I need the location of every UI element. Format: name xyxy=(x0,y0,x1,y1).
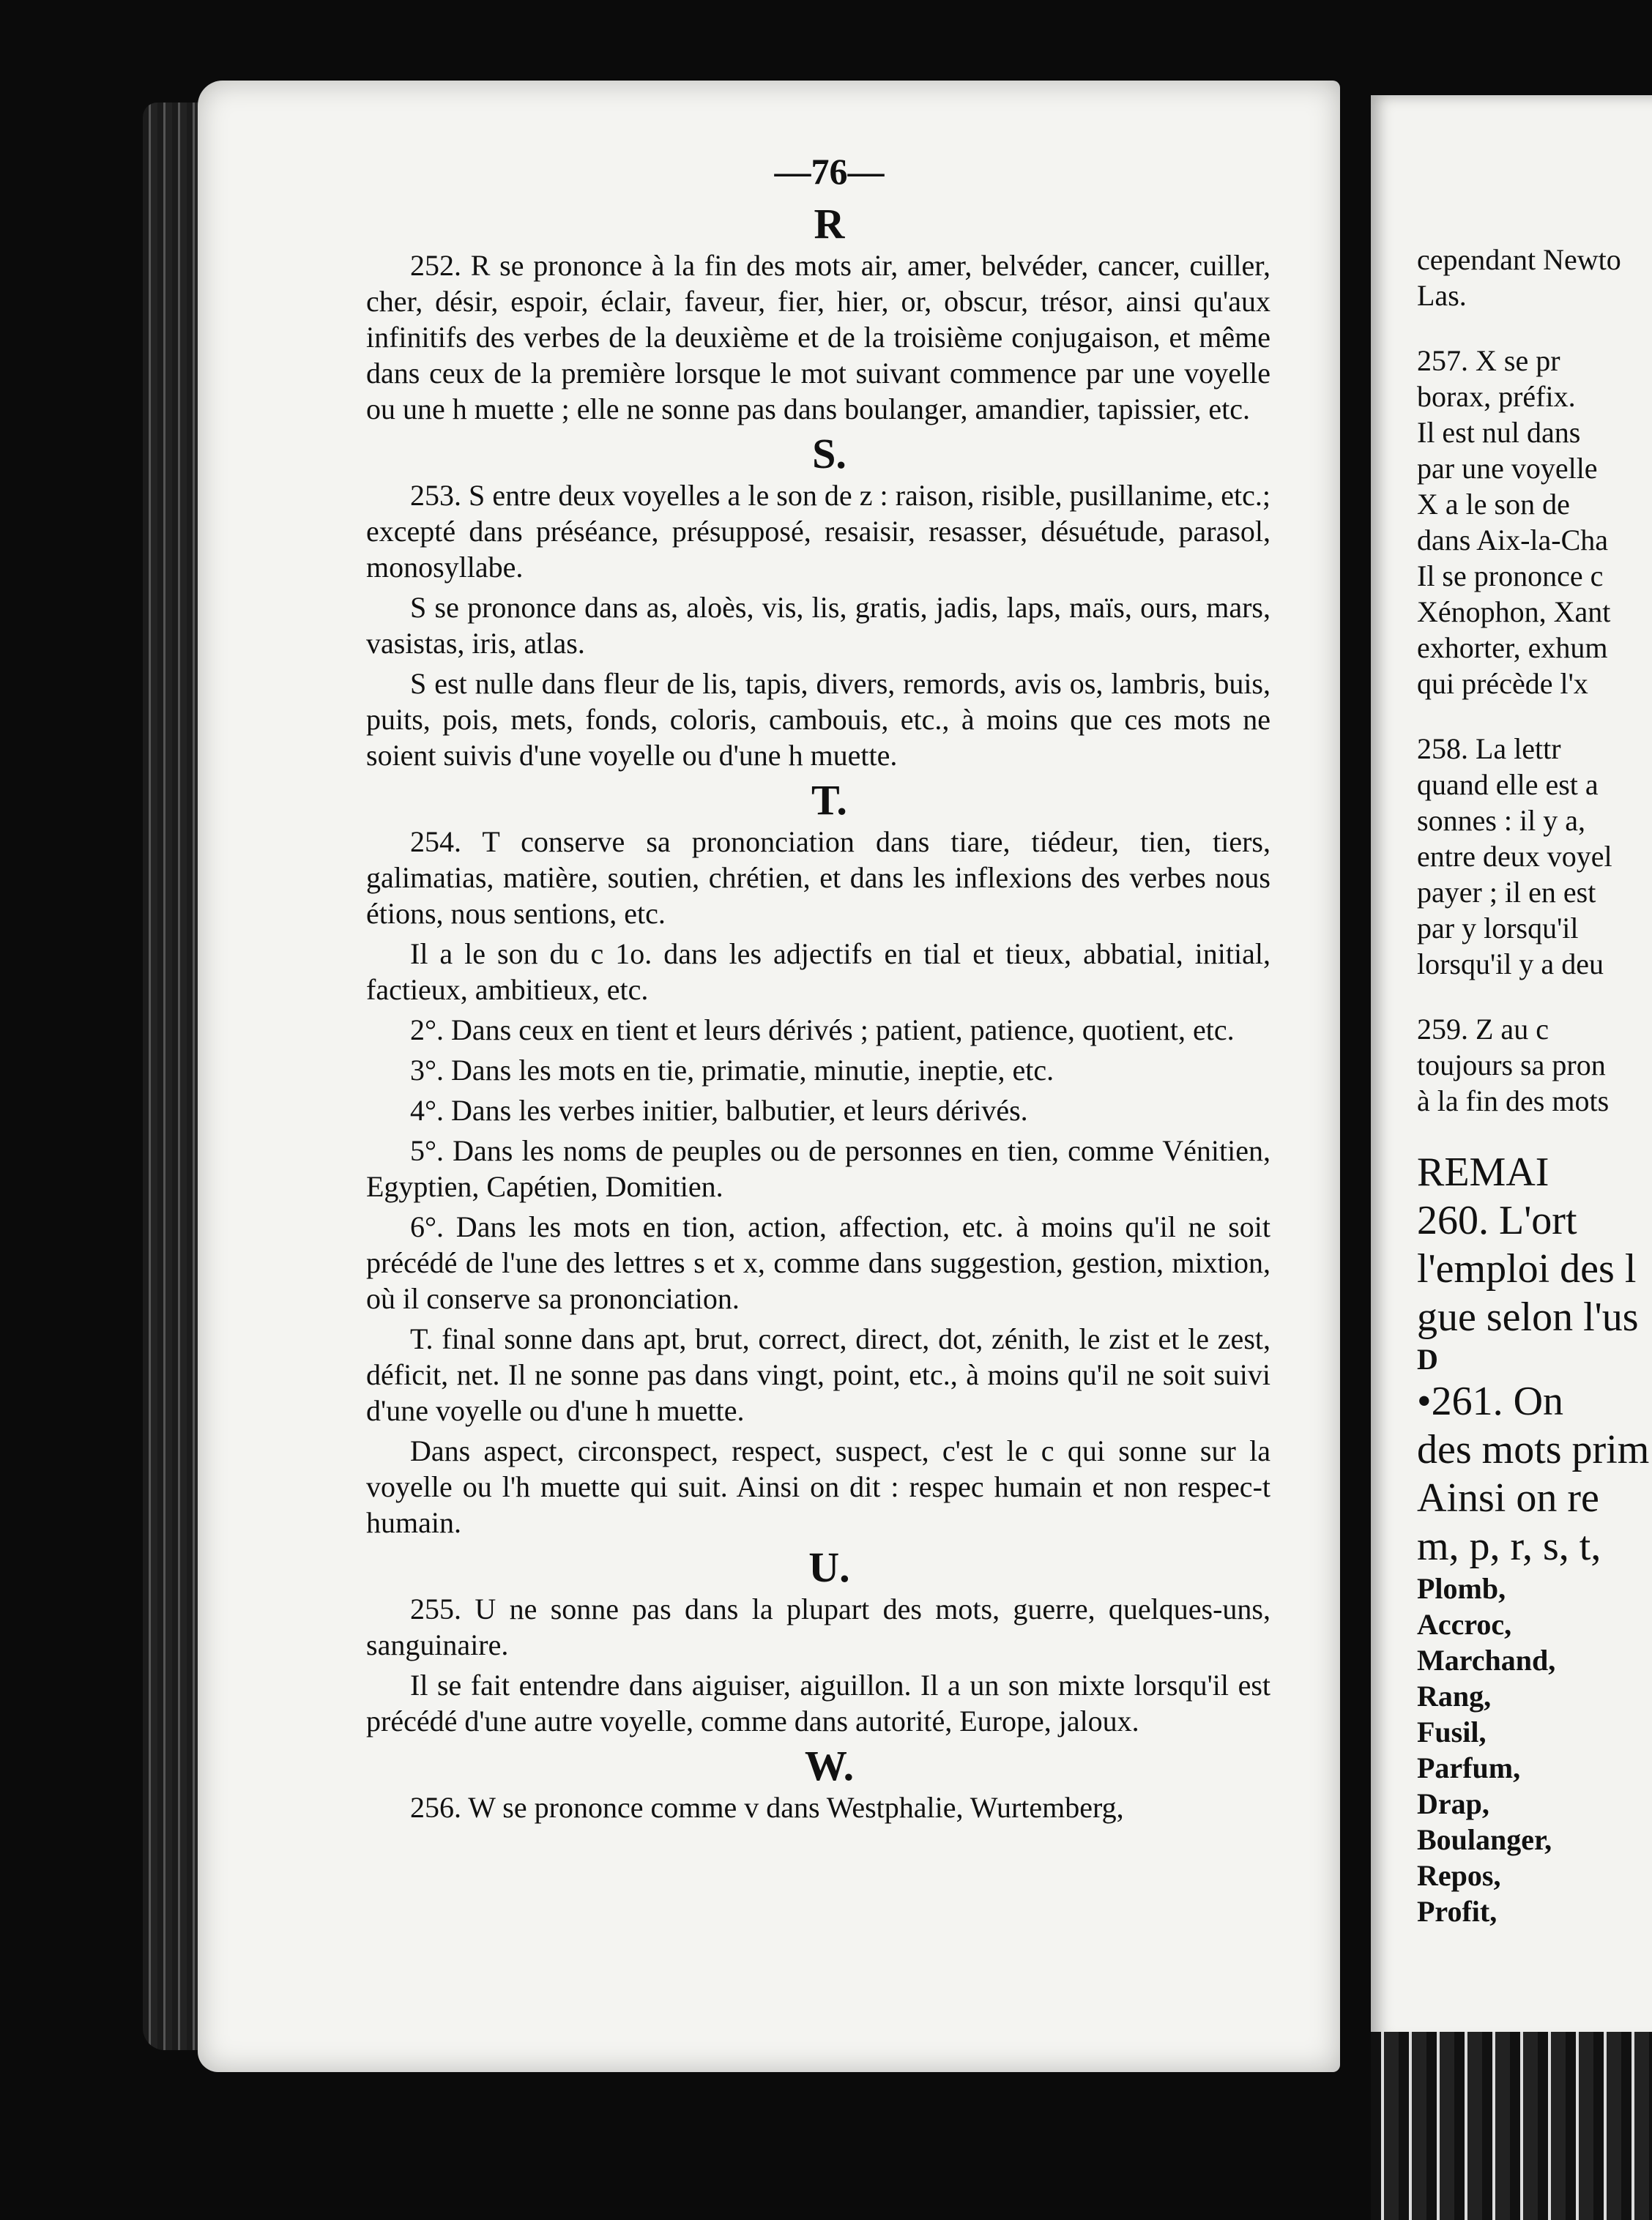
facing-line: borax, préfix. xyxy=(1417,380,1576,413)
paragraph-254-b: Il a le son du c 1o. dans les adjectifs en tial et tieux, abbatial, initial, factieux, ambitieux, etc. xyxy=(366,937,1270,1006)
facing-line: 257. X se pr xyxy=(1417,344,1560,377)
facing-line: dans Aix-la-Cha xyxy=(1417,524,1609,556)
facing-line: •261. On xyxy=(1417,1379,1564,1424)
facing-line: entre deux voyel xyxy=(1417,840,1612,873)
facing-line: Xénophon, Xant xyxy=(1417,595,1611,628)
facing-line: toujours sa pron xyxy=(1417,1048,1606,1081)
section-heading-s: S. xyxy=(812,430,847,477)
paragraph-253: 253. S entre deux voyelles a le son de z : raison, risible, pusillanime, etc.; excepté dans préséance, présupposé, resaisir, resasser, désuétude, parasol, monosyllabe. xyxy=(366,479,1270,584)
facing-line: 259. Z au c xyxy=(1417,1013,1549,1046)
facing-word-list-item: Fusil, xyxy=(1417,1716,1487,1748)
paragraph-253-b: S se prononce dans as, aloès, vis, lis, gratis, jadis, laps, maïs, ours, mars, vasistas, iris, atlas. xyxy=(366,591,1270,660)
facing-heading: REMAI xyxy=(1417,1150,1549,1195)
facing-line: 260. L'ort xyxy=(1417,1198,1577,1243)
facing-word-list-item: Drap, xyxy=(1417,1787,1489,1820)
facing-line: Il se prononce c xyxy=(1417,559,1604,592)
section-heading-r: R xyxy=(814,200,845,247)
paragraph-256: 256. W se prononce comme v dans Westphalie, Wurtemberg, xyxy=(410,1791,1124,1824)
paragraph-254-e: 4°. Dans les verbes initier, balbutier, et leurs dérivés. xyxy=(410,1094,1028,1127)
facing-word-list-item: Marchand, xyxy=(1417,1644,1556,1677)
facing-line: exhorter, exhum xyxy=(1417,631,1608,664)
facing-line: X a le son de xyxy=(1417,488,1570,521)
paragraph-255: 255. U ne sonne pas dans la plupart des mots, guerre, quelques-uns, sanguinaire. xyxy=(366,1593,1270,1661)
facing-line: m, p, r, s, t, xyxy=(1417,1524,1601,1569)
left-page-text xyxy=(366,151,1270,1834)
facing-line: payer ; il en est xyxy=(1417,876,1596,909)
facing-line: quand elle est a xyxy=(1417,768,1599,801)
paragraph-254-h: T. final sonne dans apt, brut, correct, direct, dot, zénith, le zist et le zest, déficit, net. Il ne sonne pas dans vingt, point, etc., à moins qu'il ne soit suivi d'une voyelle ou d'une h muette. xyxy=(366,1322,1270,1427)
paragraph-254-g: 6°. Dans les mots en tion, action, affection, etc. à moins qu'il ne soit précédé de l'une des lettres s et x, comme dans suggestion, gestion, mixtion, où il conserve sa prononciation. xyxy=(366,1210,1270,1315)
paragraph-254-f: 5°. Dans les noms de peuples ou de personnes en tien, comme Vénitien, Egyptien, Capétien, Domitien. xyxy=(366,1134,1270,1203)
facing-word-list-item: Parfum, xyxy=(1417,1751,1521,1784)
page-number: —76— xyxy=(774,151,885,192)
facing-line: à la fin des mots xyxy=(1417,1084,1610,1117)
paragraph-253-c: S est nulle dans fleur de lis, tapis, divers, remords, avis os, lambris, buis, puits, pois, mets, fonds, coloris, cambouis, etc., à moins que ces mots ne soient suivis d'une voyelle ou d'une h muette. xyxy=(366,667,1270,772)
facing-line: des mots prim xyxy=(1417,1427,1650,1472)
facing-word-list-item: Accroc, xyxy=(1417,1608,1512,1641)
facing-line: lorsqu'il y a deu xyxy=(1417,947,1604,980)
facing-line: par une voyelle xyxy=(1417,452,1598,485)
section-heading-u: U. xyxy=(808,1543,850,1591)
paragraph-254-c: 2°. Dans ceux en tient et leurs dérivés ; patient, patience, quotient, etc. xyxy=(410,1013,1235,1046)
facing-line: Il est nul dans xyxy=(1417,416,1581,449)
paragraph-254-i: Dans aspect, circonspect, respect, suspect, c'est le c qui sonne sur la voyelle ou l'h muette qui suit. Ainsi on dit : respec humain et non respec-t humain. xyxy=(366,1434,1270,1539)
page-edges-bottom-right xyxy=(1371,2032,1652,2220)
paragraph-254: 254. T conserve sa prononciation dans tiare, tiédeur, tien, tiers, galimatias, matière, soutien, chrétien, et dans les inflexions des verbes nous étions, nous sentions, etc. xyxy=(366,825,1270,930)
facing-subheading: D xyxy=(1417,1343,1438,1376)
section-heading-w: W. xyxy=(804,1742,855,1789)
facing-word-list-item: Profit, xyxy=(1417,1895,1497,1928)
facing-line: Las. xyxy=(1417,279,1467,312)
paragraph-255-b: Il se fait entendre dans aiguiser, aiguillon. Il a un son mixte lorsqu'il est précédé d'une autre voyelle, comme dans autorité, Europe, jaloux. xyxy=(366,1669,1270,1737)
section-heading-t: T. xyxy=(811,776,847,824)
facing-line: cependant Newto xyxy=(1417,243,1621,276)
facing-line: l'emploi des l xyxy=(1417,1246,1637,1292)
facing-word-list-item: Rang, xyxy=(1417,1680,1492,1713)
facing-word-list-item: Boulanger, xyxy=(1417,1823,1552,1856)
paragraph-252: 252. R se prononce à la fin des mots air, amer, belvéder, cancer, cuiller, cher, désir, espoir, éclair, faveur, fier, hier, or, obscur, trésor, ainsi qu'aux infinitifs des verbes de la deuxième et de la troisième conjugaison, et même dans ceux de la première lorsque le mot suivant commence par une voyelle ou une h muette ; elle ne sonne pas dans boulanger, amandier, tapissier, etc. xyxy=(366,249,1270,425)
facing-word-list-item: Repos, xyxy=(1417,1859,1501,1892)
facing-line: gue selon l'us xyxy=(1417,1295,1639,1340)
paragraph-254-d: 3°. Dans les mots en tie, primatie, minutie, ineptie, etc. xyxy=(410,1054,1054,1087)
facing-line: 258. La lettr xyxy=(1417,732,1561,765)
facing-line: qui précède l'x xyxy=(1417,667,1588,700)
facing-page-text xyxy=(1417,242,1652,1929)
facing-line: Ainsi on re xyxy=(1417,1475,1599,1521)
facing-line: sonnes : il y a, xyxy=(1417,804,1585,837)
facing-line: par y lorsqu'il xyxy=(1417,912,1579,945)
facing-word-list-item: Plomb, xyxy=(1417,1572,1506,1605)
